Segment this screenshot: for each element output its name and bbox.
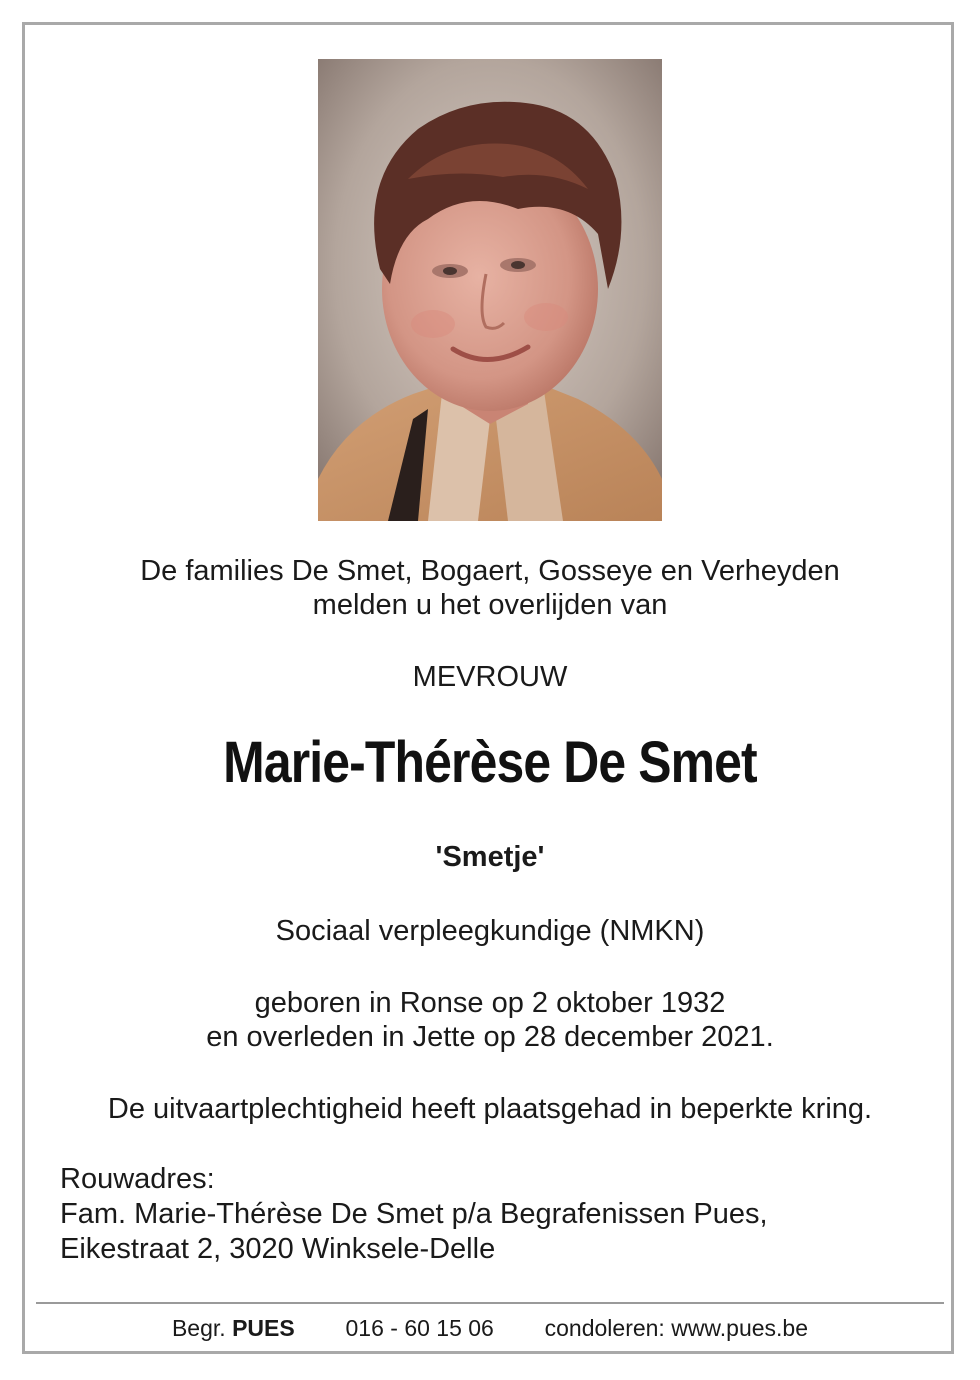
funeral-home-brand: PUES (232, 1315, 295, 1341)
birth-line: geboren in Ronse op 2 oktober 1932 (254, 987, 726, 1019)
footer-divider (36, 1302, 944, 1304)
footer-condolence-link[interactable]: condoleren: www.pues.be (544, 1315, 809, 1341)
portrait-image (318, 59, 662, 521)
footer-prefix: Begr. (171, 1315, 226, 1341)
footer-phone[interactable]: 016 - 60 15 06 (345, 1315, 494, 1341)
nickname: 'Smetje' (435, 841, 545, 873)
honorific-title: MEVROUW (412, 661, 568, 693)
death-line: en overleden in Jette op 28 december 2021. (206, 1021, 774, 1053)
mourning-address-line2: Eikestraat 2, 3020 Winksele-Delle (60, 1233, 496, 1265)
footer (0, 1314, 980, 1342)
funeral-notice: De uitvaartplechtigheid heeft plaatsgehad in beperkte kring. (107, 1093, 873, 1125)
profession: Sociaal verpleegkundige (NMKN) (275, 915, 705, 947)
mourning-address-label: Rouwadres: (60, 1163, 215, 1195)
mourning-address-line1: Fam. Marie-Thérèse De Smet p/a Begrafenissen Pues, (60, 1198, 768, 1230)
deceased-name: Marie-Thérèse De Smet (223, 730, 757, 795)
families-text: De families De Smet, Bogaert, Gosseye en Verheyden (140, 555, 840, 587)
portrait-photo (318, 59, 662, 521)
announce-text: melden u het overlijden van (312, 589, 668, 621)
